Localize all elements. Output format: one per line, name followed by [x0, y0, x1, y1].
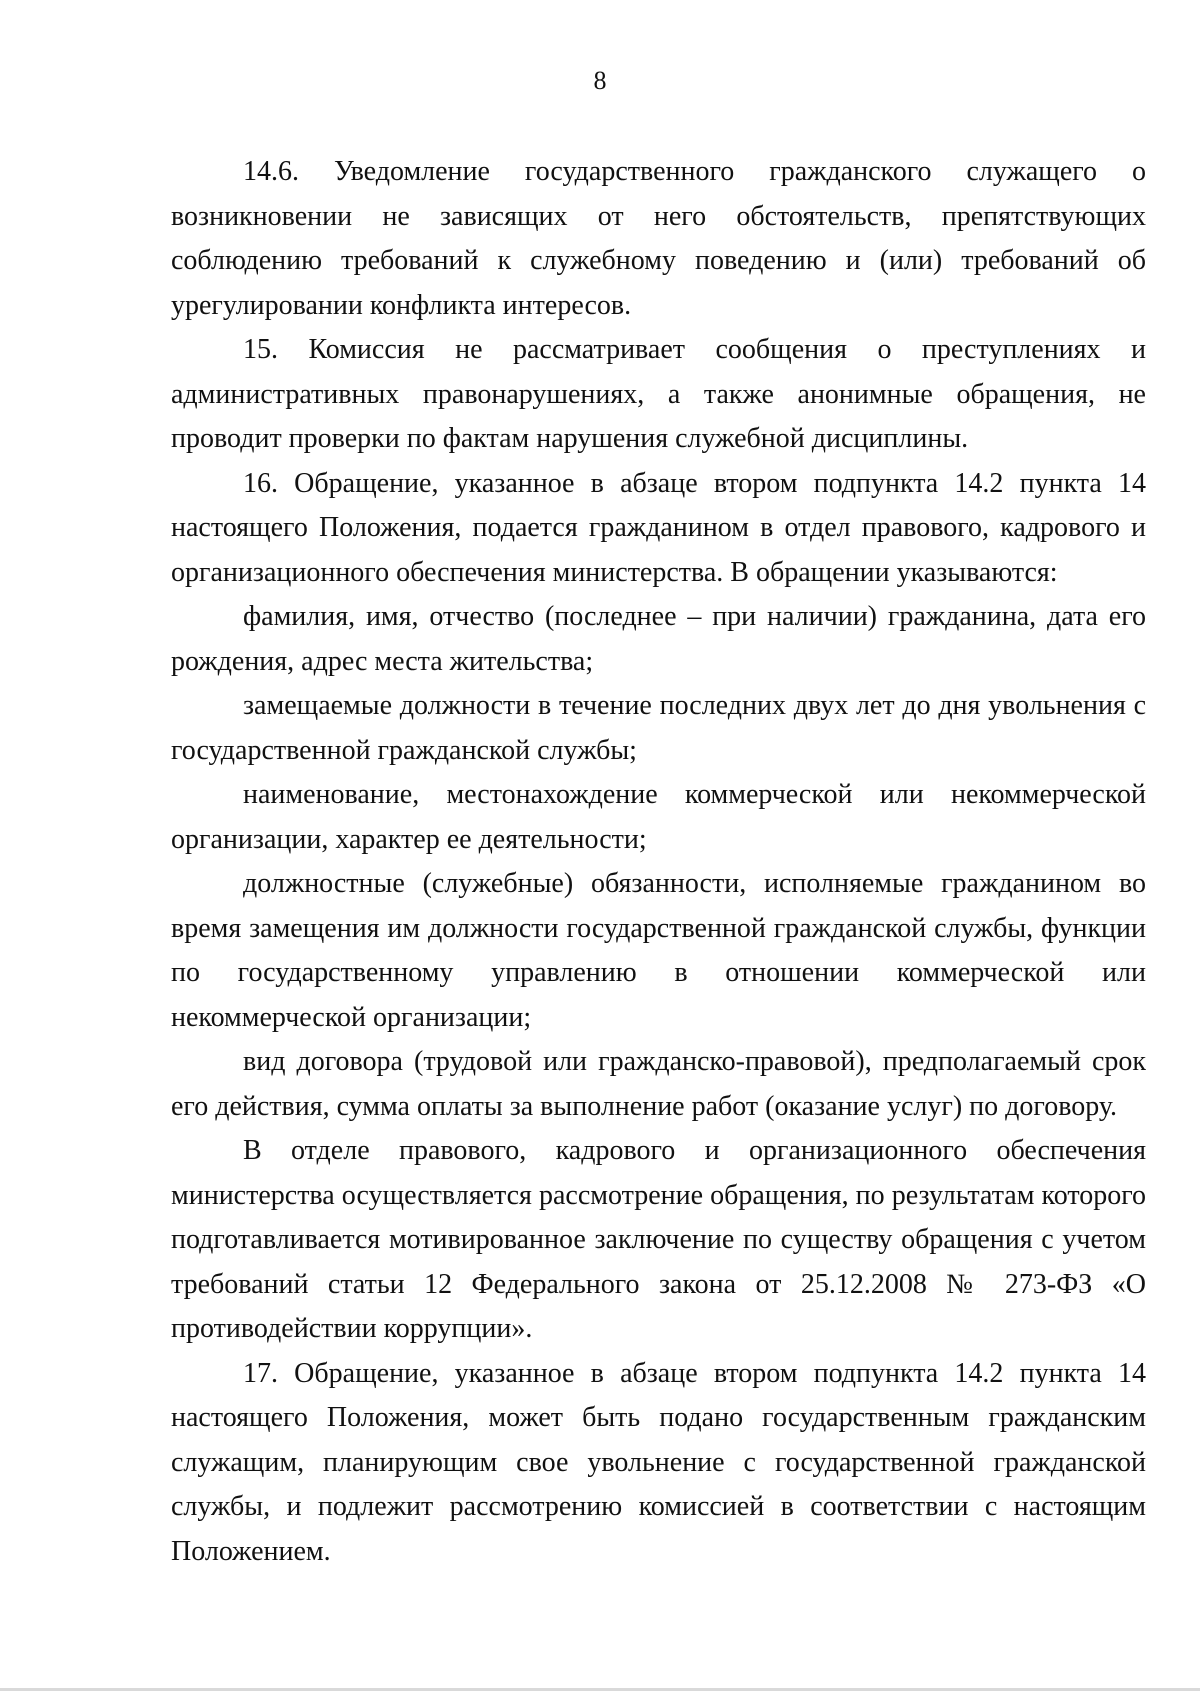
list-item-contract: вид договора (трудовой или гражданско-правовой), предполагаемый срок его действия, сумма оплаты за выполнение работ (оказание услуг) по договору. — [171, 1046, 1146, 1122]
paragraph-14-6: 14.6. Уведомление государственного гражданского служащего о возникновении не зависящих от него обстоятельств, препятствующих соблюдению требований к служебному поведению и (или) требований об урегулировании конфликта интересов. — [171, 156, 1146, 321]
list-item-positions: замещаемые должности в течение последних двух лет до дня увольнения с государственной гражданской службы; — [171, 690, 1146, 766]
paragraph-review: В отделе правового, кадрового и организационного обеспечения министерства осуществляется рассмотрение обращения, по результатам которого подготавливается мотивированное заключение по существу обращения с учетом требований статьи 12 Федерального закона от 25.12.2008 № 273-ФЗ «О противодействии коррупции». — [171, 1135, 1146, 1344]
list-item-duties: должностные (служебные) обязанности, исполняемые гражданином во время замещения им должности государственной гражданской службы, функции по государственному управлению в отношении коммерческой или некоммерческой организации; — [171, 868, 1146, 1033]
document-body — [171, 150, 1146, 1574]
paragraph-15: 15. Комиссия не рассматривает сообщения о преступлениях и административных правонарушениях, а также анонимные обращения, не проводит проверки по фактам нарушения служебной дисциплины. — [171, 334, 1146, 454]
paragraph-16: 16. Обращение, указанное в абзаце втором подпункта 14.2 пункта 14 настоящего Положения, подается гражданином в отдел правового, кадрового и организационного обеспечения министерства. В обращении указываются: — [171, 467, 1146, 588]
page-number: 8 — [593, 66, 607, 95]
scan-edge-line — [0, 1688, 1200, 1691]
list-item-full-name: фамилия, имя, отчество (последнее – при наличии) гражданина, дата его рождения, адрес места жительства; — [171, 601, 1146, 677]
paragraph-17: 17. Обращение, указанное в абзаце втором подпункта 14.2 пункта 14 настоящего Положения, может быть подано государственным гражданским служащим, планирующим свое увольнение с государственной гражданской службы, и подлежит рассмотрению комиссией в соответствии с настоящим Положением. — [171, 1357, 1146, 1567]
list-item-organization: наименование, местонахождение коммерческой или некоммерческой организации, характер ее деятельности; — [171, 779, 1146, 855]
